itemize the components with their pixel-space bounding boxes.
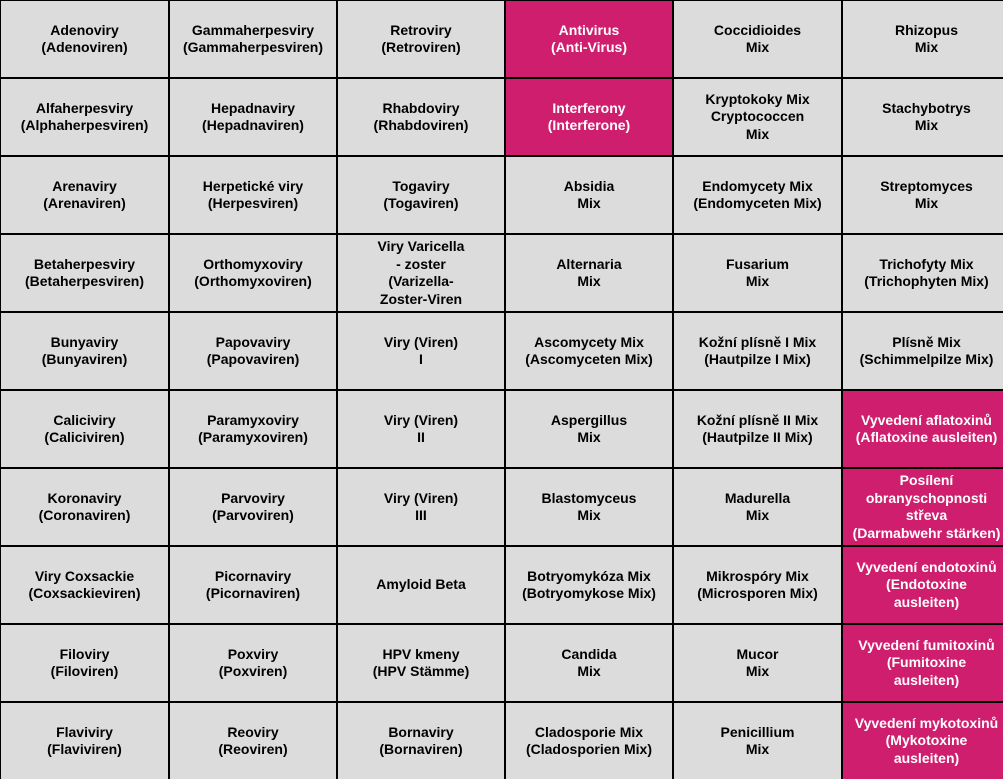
grid-cell-highlighted[interactable] xyxy=(506,1,672,77)
grid-cell[interactable] xyxy=(1,547,168,623)
grid-cell[interactable] xyxy=(1,391,168,467)
grid-cell[interactable] xyxy=(338,157,504,233)
grid-cell[interactable] xyxy=(338,625,504,701)
cell-label: Hepadnaviry (Hepadnaviren) xyxy=(202,99,304,133)
cell-label: Adenoviry (Adenoviren) xyxy=(41,21,128,55)
grid-cell[interactable] xyxy=(674,235,841,311)
grid-cell[interactable] xyxy=(338,469,504,545)
cell-label: Viry (Viren) III xyxy=(383,489,459,523)
grid-cell[interactable] xyxy=(338,1,504,77)
cell-label: Paramyxoviry (Paramyxoviren) xyxy=(198,411,308,445)
cell-label: Rhizopus Mix xyxy=(895,21,958,55)
cell-label: Togaviry (Togaviren) xyxy=(383,177,459,211)
grid-cell[interactable] xyxy=(338,79,504,155)
grid-cell[interactable] xyxy=(843,79,1003,155)
grid-cell[interactable] xyxy=(674,703,841,779)
grid-cell[interactable] xyxy=(506,391,672,467)
grid-cell[interactable] xyxy=(843,313,1003,389)
cell-label: Viry Coxsackie (Coxsackieviren) xyxy=(28,567,141,601)
cell-label: Vyvedení mykotoxinů (Mykotoxine ausleiten) xyxy=(854,714,999,766)
cell-label: Vyvedení endotoxinů (Endotoxine ausleiten) xyxy=(856,558,997,610)
grid-cell[interactable] xyxy=(843,157,1003,233)
cell-label: Blastomyceus Mix xyxy=(541,489,637,523)
grid-cell[interactable] xyxy=(674,391,841,467)
cell-label: Orthomyxoviry (Orthomyxoviren) xyxy=(194,255,312,289)
grid-cell[interactable] xyxy=(674,547,841,623)
grid-cell[interactable] xyxy=(674,313,841,389)
grid-cell[interactable] xyxy=(843,1,1003,77)
grid-cell[interactable] xyxy=(506,157,672,233)
grid-cell[interactable] xyxy=(674,157,841,233)
cell-label: Botryomykóza Mix (Botryomykose Mix) xyxy=(522,567,656,601)
cell-label: Betaherpesviry (Betaherpesviren) xyxy=(24,255,145,289)
grid-cell[interactable] xyxy=(506,469,672,545)
cell-label: Mucor Mix xyxy=(736,645,779,679)
cell-label: Viry (Viren) I xyxy=(383,333,459,367)
grid-cell[interactable] xyxy=(170,1,336,77)
grid-cell[interactable] xyxy=(1,157,168,233)
cell-label: Flaviviry (Flaviviren) xyxy=(47,723,122,757)
grid-cell[interactable] xyxy=(674,625,841,701)
cell-label: Absidia Mix xyxy=(563,177,615,211)
grid-cell[interactable] xyxy=(338,391,504,467)
cell-label: Kožní plísně I Mix (Hautpilze I Mix) xyxy=(698,333,817,367)
cell-label: Bornaviry (Bornaviren) xyxy=(379,723,463,757)
grid-cell[interactable] xyxy=(674,1,841,77)
cell-label: Kryptokoky Mix Cryptococcen Mix xyxy=(705,90,810,142)
cell-label: Rhabdoviry (Rhabdoviren) xyxy=(373,99,469,133)
cell-label: Kožní plísně II Mix (Hautpilze II Mix) xyxy=(696,411,819,445)
cell-label: Amyloid Beta xyxy=(376,576,466,593)
cell-label: Madurella Mix xyxy=(724,489,791,523)
grid-cell[interactable] xyxy=(170,391,336,467)
cell-label: Fusarium Mix xyxy=(725,255,789,289)
cell-label: Plísně Mix (Schimmelpilze Mix) xyxy=(859,333,994,367)
grid-cell-highlighted[interactable] xyxy=(843,469,1003,545)
cell-label: Alternaria Mix xyxy=(556,255,622,289)
grid-cell[interactable] xyxy=(170,469,336,545)
cell-label: Stachybotrys Mix xyxy=(882,99,971,133)
cell-label: Mikrospóry Mix (Microsporen Mix) xyxy=(697,567,818,601)
cell-label: Caliciviry (Caliciviren) xyxy=(44,411,125,445)
cell-label: HPV kmeny (HPV Stämme) xyxy=(372,645,470,679)
grid-cell[interactable] xyxy=(170,79,336,155)
cell-label: Bunyaviry (Bunyaviren) xyxy=(41,333,128,367)
grid-cell[interactable] xyxy=(674,469,841,545)
cell-label: Arenaviry (Arenaviren) xyxy=(43,177,126,211)
cell-label: Gammaherpesviry (Gammaherpesviren) xyxy=(182,21,324,55)
cell-label: Retroviry (Retroviren) xyxy=(381,21,461,55)
cell-label: Interferony (Interferone) xyxy=(547,99,631,133)
grid-cell[interactable] xyxy=(506,703,672,779)
cell-label: Filoviry (Filoviren) xyxy=(50,645,119,679)
grid-cell[interactable] xyxy=(338,235,504,311)
cell-label: Koronaviry (Coronaviren) xyxy=(38,489,131,523)
cell-label: Cladosporie Mix (Cladosporien Mix) xyxy=(525,723,652,757)
cell-label: Trichofyty Mix (Trichophyten Mix) xyxy=(864,255,989,289)
grid-cell[interactable] xyxy=(1,79,168,155)
grid-cell[interactable] xyxy=(1,625,168,701)
cell-label: Vyvedení aflatoxinů (Aflatoxine ausleiten) xyxy=(855,411,998,445)
cell-label: Picornaviry (Picornaviren) xyxy=(205,567,301,601)
grid-cell-highlighted[interactable] xyxy=(843,547,1003,623)
grid-cell[interactable] xyxy=(506,235,672,311)
grid-cell[interactable] xyxy=(170,547,336,623)
grid-cell-highlighted[interactable] xyxy=(843,625,1003,701)
cell-label: Antivirus (Anti-Virus) xyxy=(551,21,627,55)
cell-label: Herpetické viry (Herpesviren) xyxy=(202,177,304,211)
cell-label: Parvoviry (Parvoviren) xyxy=(212,489,294,523)
cell-label: Penicillium Mix xyxy=(720,723,795,757)
cell-label: Viry Varicella - zoster (Varizella- Zoster-Viren xyxy=(377,238,465,307)
grid-cell[interactable] xyxy=(170,313,336,389)
grid-cell[interactable] xyxy=(338,313,504,389)
grid-cell[interactable] xyxy=(1,313,168,389)
grid-cell[interactable] xyxy=(170,157,336,233)
grid-cell[interactable] xyxy=(170,235,336,311)
grid-cell[interactable] xyxy=(506,547,672,623)
grid-cell[interactable] xyxy=(1,703,168,779)
grid-cell[interactable] xyxy=(338,547,504,623)
cell-label: Endomycety Mix (Endomyceten Mix) xyxy=(693,177,822,211)
cell-label: Candida Mix xyxy=(561,645,617,679)
cell-label: Papovaviry (Papovaviren) xyxy=(206,333,300,367)
grid-cell[interactable] xyxy=(338,703,504,779)
grid-cell-highlighted[interactable] xyxy=(843,391,1003,467)
grid-cell[interactable] xyxy=(170,625,336,701)
cell-label: Poxviry (Poxviren) xyxy=(218,645,288,679)
grid-cell[interactable] xyxy=(170,703,336,779)
grid-cell[interactable] xyxy=(506,625,672,701)
grid-cell-highlighted[interactable] xyxy=(506,79,672,155)
grid-cell[interactable] xyxy=(674,79,841,155)
cell-label: Alfaherpesviry (Alphaherpesviren) xyxy=(20,99,149,133)
cell-label: Posílení obranyschopnosti střeva (Darmabwehr stärken) xyxy=(852,472,1001,541)
cell-label: Reoviry (Reoviren) xyxy=(218,723,288,757)
cell-label: Ascomycety Mix (Ascomyceten Mix) xyxy=(525,333,653,367)
grid-cell[interactable] xyxy=(1,469,168,545)
cell-label: Viry (Viren) II xyxy=(383,411,459,445)
cell-label: Aspergillus Mix xyxy=(550,411,628,445)
grid-cell[interactable] xyxy=(843,235,1003,311)
grid-cell[interactable] xyxy=(1,235,168,311)
cell-label: Coccidioides Mix xyxy=(713,21,802,55)
grid-cell-highlighted[interactable] xyxy=(843,703,1003,779)
cell-label: Vyvedení fumitoxinů (Fumitoxine ausleiten) xyxy=(858,636,995,688)
grid-cell[interactable] xyxy=(1,1,168,77)
cell-label: Streptomyces Mix xyxy=(880,177,973,211)
grid-cell[interactable] xyxy=(506,313,672,389)
